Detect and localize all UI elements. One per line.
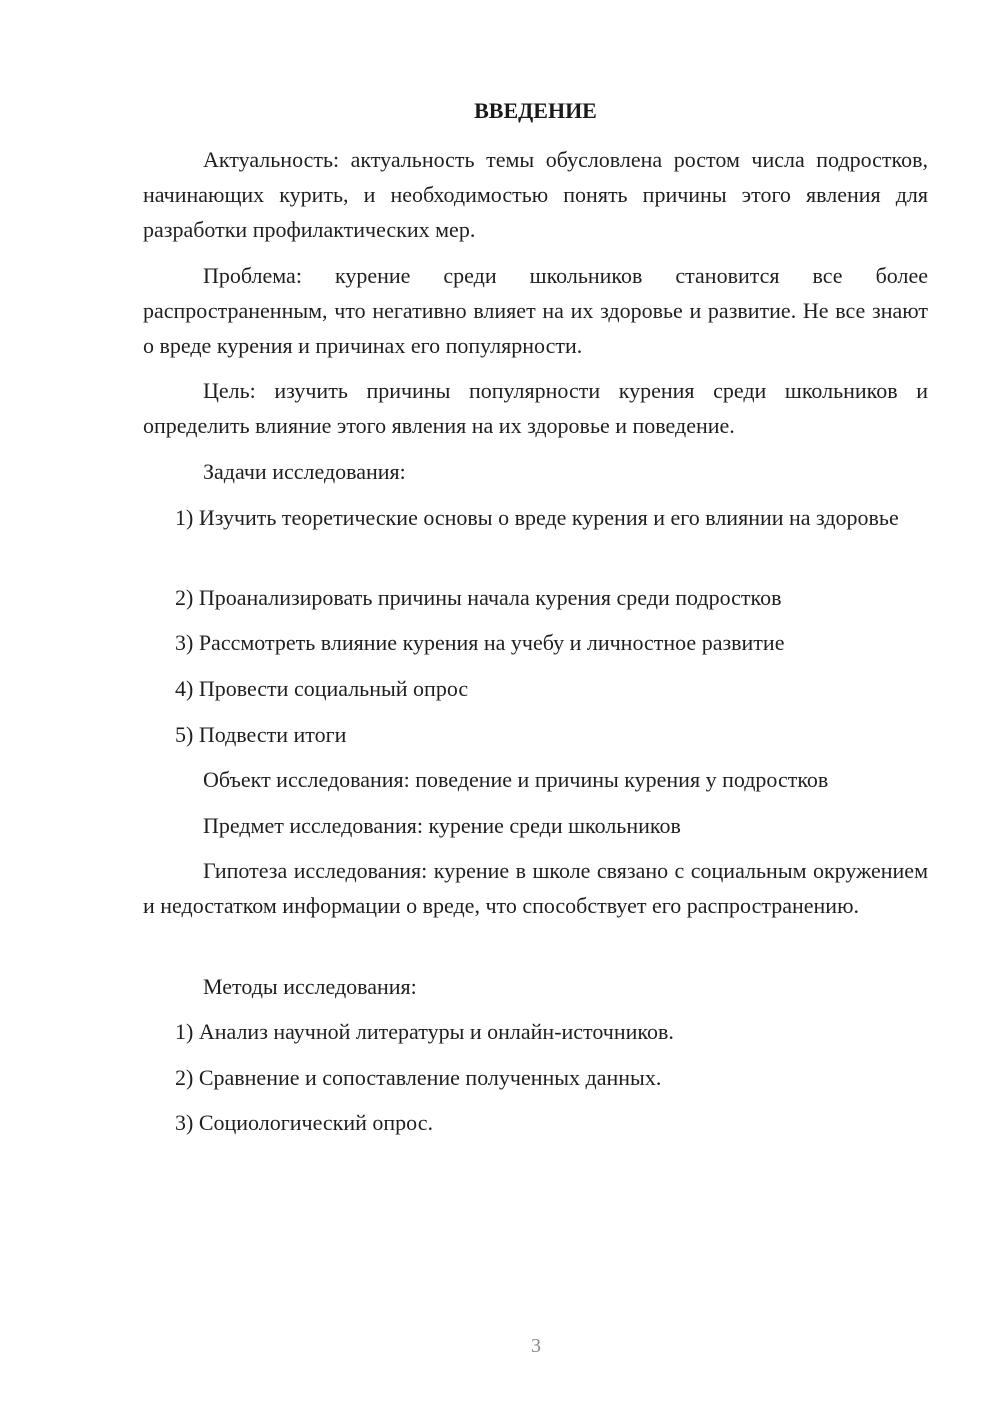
- method-item: 1) Анализ научной литературы и онлайн-источников.: [175, 1019, 674, 1044]
- tasks-heading: Задачи исследования:: [203, 459, 406, 484]
- task-item: 5) Подвести итоги: [175, 722, 347, 747]
- page-title: ВВЕДЕНИЕ: [474, 98, 597, 123]
- goal-paragraph: Цель: изучить причины популярности курения среди школьников и определить влияние этого явления на их здоровье и поведение.: [143, 378, 928, 438]
- object-line: Объект исследования: поведение и причины курения у подростков: [203, 767, 829, 792]
- relevance-paragraph: Актуальность: актуальность темы обусловлена ростом числа подростков, начинающих курить, и необходимостью понять причины этого явления для разработки профилактических мер.: [143, 147, 928, 242]
- method-item: 2) Сравнение и сопоставление полученных данных.: [175, 1065, 662, 1090]
- hypothesis-paragraph: Гипотеза исследования: курение в школе связано с социальным окружением и недостатком информации о вреде, что способствует его распространению.: [143, 858, 928, 918]
- task-item: 4) Провести социальный опрос: [175, 676, 469, 701]
- task-item: 2) Проанализировать причины начала курения среди подростков: [175, 585, 782, 610]
- task-item: 3) Рассмотреть влияние курения на учебу и личностное развитие: [175, 630, 785, 655]
- problem-paragraph: Проблема: курение среди школьников становится все более распространенным, что негативно влияет на их здоровье и развитие. Не все знают о вреде курения и причинах его популярности.: [143, 263, 928, 358]
- page-number: 3: [531, 1335, 541, 1357]
- methods-heading: Методы исследования:: [203, 974, 417, 999]
- subject-line: Предмет исследования: курение среди школьников: [203, 813, 681, 838]
- method-item: 3) Социологический опрос.: [175, 1110, 433, 1135]
- task-item: 1) Изучить теоретические основы о вреде курения и его влиянии на здоровье: [175, 505, 899, 530]
